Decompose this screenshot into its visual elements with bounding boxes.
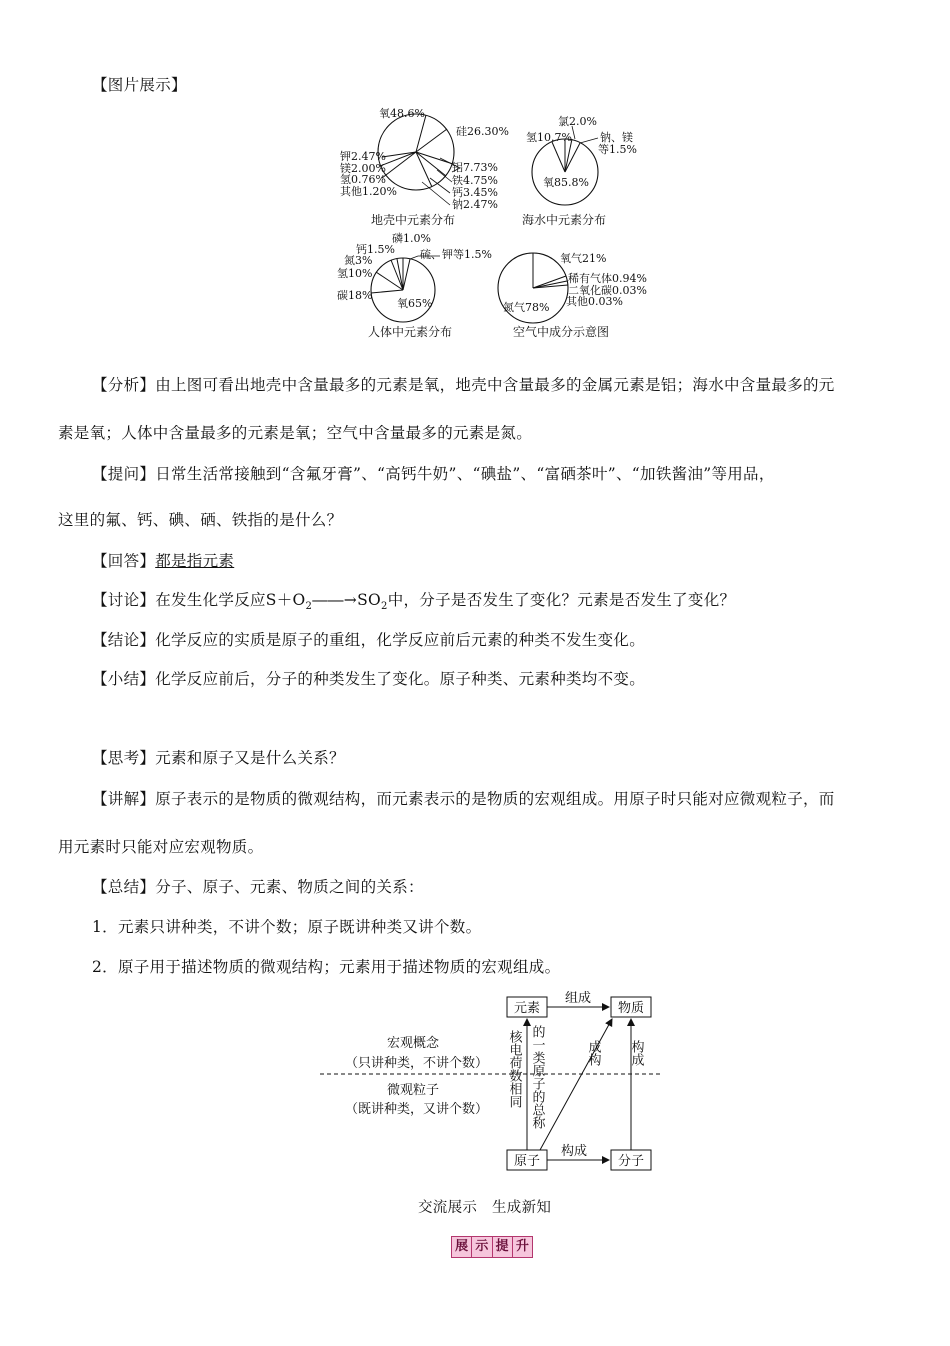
- body-label-carbon: 碳18%: [337, 289, 373, 302]
- body-label-nitrogen: 氮3%: [344, 254, 373, 267]
- small-summary-line: 【小结】化学反应前后，分子的种类发生了变化。原子种类、元素种类均不变。: [92, 670, 646, 688]
- substance-box-label: 物质: [618, 1001, 645, 1016]
- body-label-hydrogen: 氢10%: [337, 267, 373, 280]
- crust-label-calcium: 钙3.45%: [452, 186, 498, 199]
- micro-note: （既讲种类，又讲个数）: [345, 1102, 489, 1117]
- label-class-of-atoms: 的一类原子的总称: [529, 1025, 545, 1129]
- body-label-phosphorus: 磷1.0%: [392, 232, 431, 245]
- crust-label-magnesium: 镁2.00%: [340, 162, 386, 175]
- body-label-oxygen: 氧65%: [397, 297, 433, 310]
- discussion-suffix: 中，分子是否发生了变化？元素是否发生了变化？: [387, 591, 736, 609]
- label-form-right: 构成: [628, 1040, 644, 1066]
- sea-label-other: 等1.5%: [598, 143, 637, 156]
- answer-label: 【回答】: [92, 552, 156, 570]
- badge-char-4: 升: [515, 1239, 529, 1254]
- crust-label-hydrogen: 氢0.76%: [340, 173, 386, 186]
- crust-label-oxygen: 氧48.6%: [379, 107, 425, 120]
- footer-line: 交流展示 生成新知: [418, 1200, 552, 1216]
- body-label-calcium: 钙1.5%: [356, 243, 395, 256]
- question-line-2: 这里的氟、钙、碘、硒、铁指的是什么？: [58, 511, 343, 529]
- label-nuclear-charge: 核电荷数相同: [506, 1030, 522, 1108]
- explain-line-2: 用元素时只能对应宏观物质。: [58, 838, 264, 856]
- conclusion-line: 【结论】化学反应的实质是原子的重组，化学反应前后元素的种类不发生变化。: [92, 631, 646, 649]
- analysis-line-2: 素是氧；人体中含量最多的元素是氧；空气中含量最多的元素是氮。: [58, 424, 533, 442]
- crust-label-potassium: 钾2.47%: [340, 150, 386, 163]
- crust-label-other: 其他1.20%: [340, 185, 397, 198]
- analysis-line-1: 【分析】由上图可看出地壳中含量最多的元素是氧，地壳中含量最多的金属元素是铝；海水中含量最多的元: [92, 376, 835, 394]
- air-label-oxygen: 氧气21%: [560, 252, 607, 265]
- badge-char-3: 提: [493, 1237, 513, 1257]
- explain-line-1: 【讲解】原子表示的是物质的微观结构，而元素表示的是物质的宏观组成。用原子时只能对应微观粒子，而: [92, 790, 835, 808]
- discussion-subscript-2: 2: [381, 601, 388, 613]
- arrow-atom-to-substance: [540, 1019, 612, 1150]
- showcase-badge: [451, 1236, 533, 1258]
- label-form-diagonal: 成构: [585, 1040, 601, 1066]
- body-label-sulfur-potassium: 硫、钾等1.5%: [420, 248, 492, 261]
- discussion-prefix: 【讨论】在发生化学反应S＋O: [92, 591, 306, 609]
- sea-label-hydrogen: 氢10.7%: [526, 131, 572, 144]
- label-form-bottom: 构成: [561, 1144, 588, 1159]
- think-line: 【思考】元素和原子又是什么关系？: [92, 749, 345, 767]
- discussion-subscript-1: 2: [305, 601, 313, 613]
- molecule-box-label: 分子: [618, 1154, 645, 1169]
- air-label-nitrogen: 氮气78%: [503, 301, 550, 314]
- element-box-label: 元素: [514, 1001, 541, 1016]
- question-line-1: 【提问】日常生活常接触到“含氟牙膏”、“高钙牛奶”、“碘盐”、“富硒茶叶”、“加铁酱油”等用品，: [92, 465, 775, 483]
- section-heading-images: 【图片展示】: [92, 76, 187, 94]
- crust-label-aluminum: 铝7.73%: [452, 161, 498, 174]
- micro-title: 微观粒子: [387, 1083, 440, 1098]
- answer-text: 都是指元素: [155, 552, 235, 570]
- atom-box-label: 原子: [514, 1154, 541, 1169]
- air-label-co2: 二氧化碳0.03%: [568, 284, 647, 297]
- crust-label-iron: 铁4.75%: [452, 174, 498, 187]
- air-label-other: 其他0.03%: [566, 295, 623, 308]
- summary-line: 【总结】分子、原子、元素、物质之间的关系：: [92, 878, 424, 896]
- crust-label-silicon: 硅26.30%: [456, 125, 509, 138]
- crust-caption: 地壳中元素分布: [371, 213, 456, 227]
- sea-label-oxygen: 氧85.8%: [543, 176, 589, 189]
- label-compose-top: 组成: [565, 991, 592, 1006]
- sea-caption: 海水中元素分布: [522, 213, 607, 227]
- sea-label-sodium-magnesium: 钠、镁: [600, 131, 633, 144]
- point-1-line: 1．元素只讲种类，不讲个数；原子既讲种类又讲个数。: [92, 918, 482, 936]
- badge-char-1: 展: [452, 1237, 472, 1257]
- sea-label-chlorine: 氯2.0%: [558, 115, 597, 128]
- air-label-noble-gases: 稀有气体0.94%: [568, 272, 647, 285]
- macro-note: （只讲种类，不讲个数）: [345, 1056, 489, 1071]
- crust-label-sodium: 钠2.47%: [452, 198, 498, 211]
- point-2-line: 2．原子用于描述物质的微观结构；元素用于描述物质的宏观组成。: [92, 958, 561, 976]
- macro-title: 宏观概念: [387, 1036, 440, 1051]
- body-caption: 人体中元素分布: [368, 325, 453, 339]
- badge-char-2: 示: [472, 1237, 492, 1257]
- discussion-arrow: ――→SO: [312, 591, 382, 609]
- air-caption: 空气中成分示意图: [513, 325, 610, 339]
